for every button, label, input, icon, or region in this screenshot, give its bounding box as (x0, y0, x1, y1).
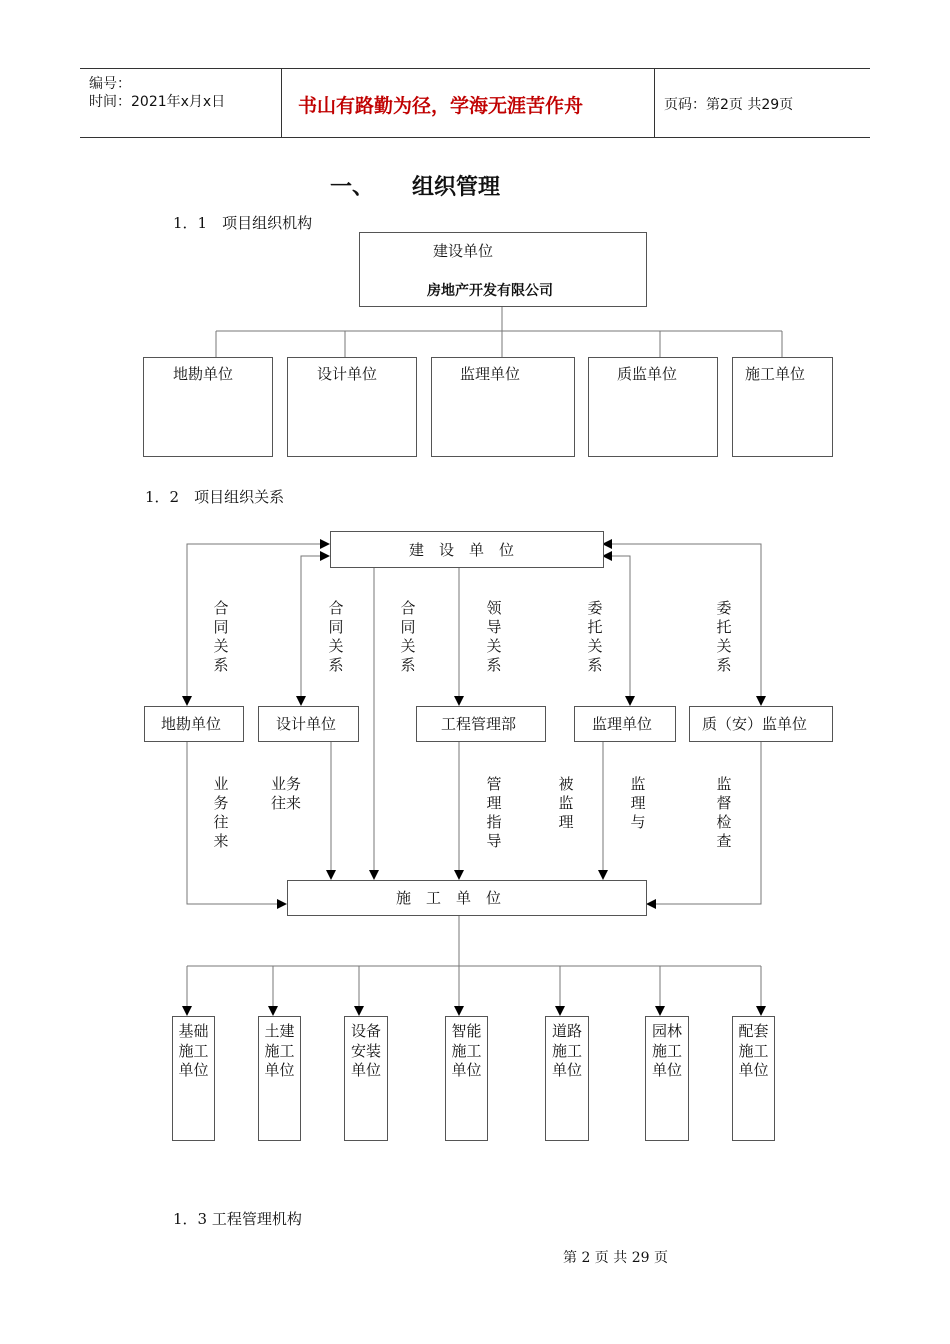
project-mgmt-box (416, 706, 546, 742)
sub-unit-box: 设备安装单位 (344, 1016, 388, 1141)
relation-label: 管理指导 (486, 775, 502, 850)
relation-label: 业务往来 (213, 775, 229, 850)
unit-label: 质监单位 (617, 365, 678, 383)
relation-label: 领导关系 (486, 599, 502, 674)
owner-label: 建设单位 (433, 242, 494, 260)
sub-unit-box: 配套施工单位 (732, 1016, 775, 1141)
footer-page-number: 第 2 页 共 29 页 (563, 1250, 668, 1266)
unit-box-survey (143, 357, 273, 457)
owner-top-label: 建 设 单 位 (409, 541, 515, 559)
unit-box-construction (732, 357, 833, 457)
sub-unit-box: 基础施工单位 (172, 1016, 215, 1141)
sub-unit-box: 园林施工单位 (645, 1016, 689, 1141)
relation-label: 业务往来 (271, 775, 302, 812)
relation-label: 合同关系 (328, 599, 344, 674)
owner-name: 房地产开发有限公司 (427, 283, 553, 299)
relation-label: 委托关系 (587, 599, 603, 674)
section-1-3-title: 1．3 工程管理机构 (173, 1210, 302, 1228)
sub-unit-box: 土建施工单位 (258, 1016, 301, 1141)
supervision-label: 监理单位 (592, 715, 653, 733)
sub-unit-box: 道路施工单位 (545, 1016, 589, 1141)
relation-label: 委托关系 (716, 599, 732, 674)
section-1-1-title: 1．1 项目组织机构 (173, 214, 313, 232)
heading-number: 一、 (330, 175, 375, 200)
unit-label: 地勘单位 (173, 365, 234, 383)
relation-label: 被监理 (558, 775, 574, 831)
project-mgmt-label: 工程管理部 (441, 715, 517, 733)
unit-label: 监理单位 (460, 365, 521, 383)
survey-label: 地勘单位 (161, 715, 222, 733)
relation-label: 合同关系 (213, 599, 229, 674)
contractor-box (287, 880, 647, 916)
unit-box-quality (588, 357, 718, 457)
header-time-label: 时间：2021年x月x日 (89, 94, 226, 110)
supervision-box (574, 706, 676, 742)
unit-label: 施工单位 (745, 365, 806, 383)
quality-safety-box (689, 706, 833, 742)
unit-box-supervision (431, 357, 575, 457)
relation-label: 监督检查 (716, 775, 732, 850)
design-box (258, 706, 359, 742)
quality-safety-label: 质（安）监单位 (702, 715, 808, 733)
unit-box-design (287, 357, 417, 457)
section-1-2-title: 1．2 项目组织关系 (145, 488, 285, 506)
survey-box (144, 706, 244, 742)
contractor-label: 施 工 单 位 (396, 889, 502, 907)
header-motto: 书山有路勤为径，学海无涯苦作舟 (298, 95, 584, 117)
sub-unit-box: 智能施工单位 (445, 1016, 488, 1141)
owner-top-box (330, 531, 604, 568)
owner-box (359, 232, 647, 307)
heading-title: 组织管理 (412, 175, 501, 200)
unit-label: 设计单位 (317, 365, 378, 383)
header-number-label: 编号： (89, 76, 131, 92)
relation-label: 监理与 (630, 775, 646, 831)
header-page-label: 页码：第2页 共29页 (664, 97, 794, 113)
design-label: 设计单位 (276, 715, 337, 733)
relation-label: 合同关系 (400, 599, 416, 674)
